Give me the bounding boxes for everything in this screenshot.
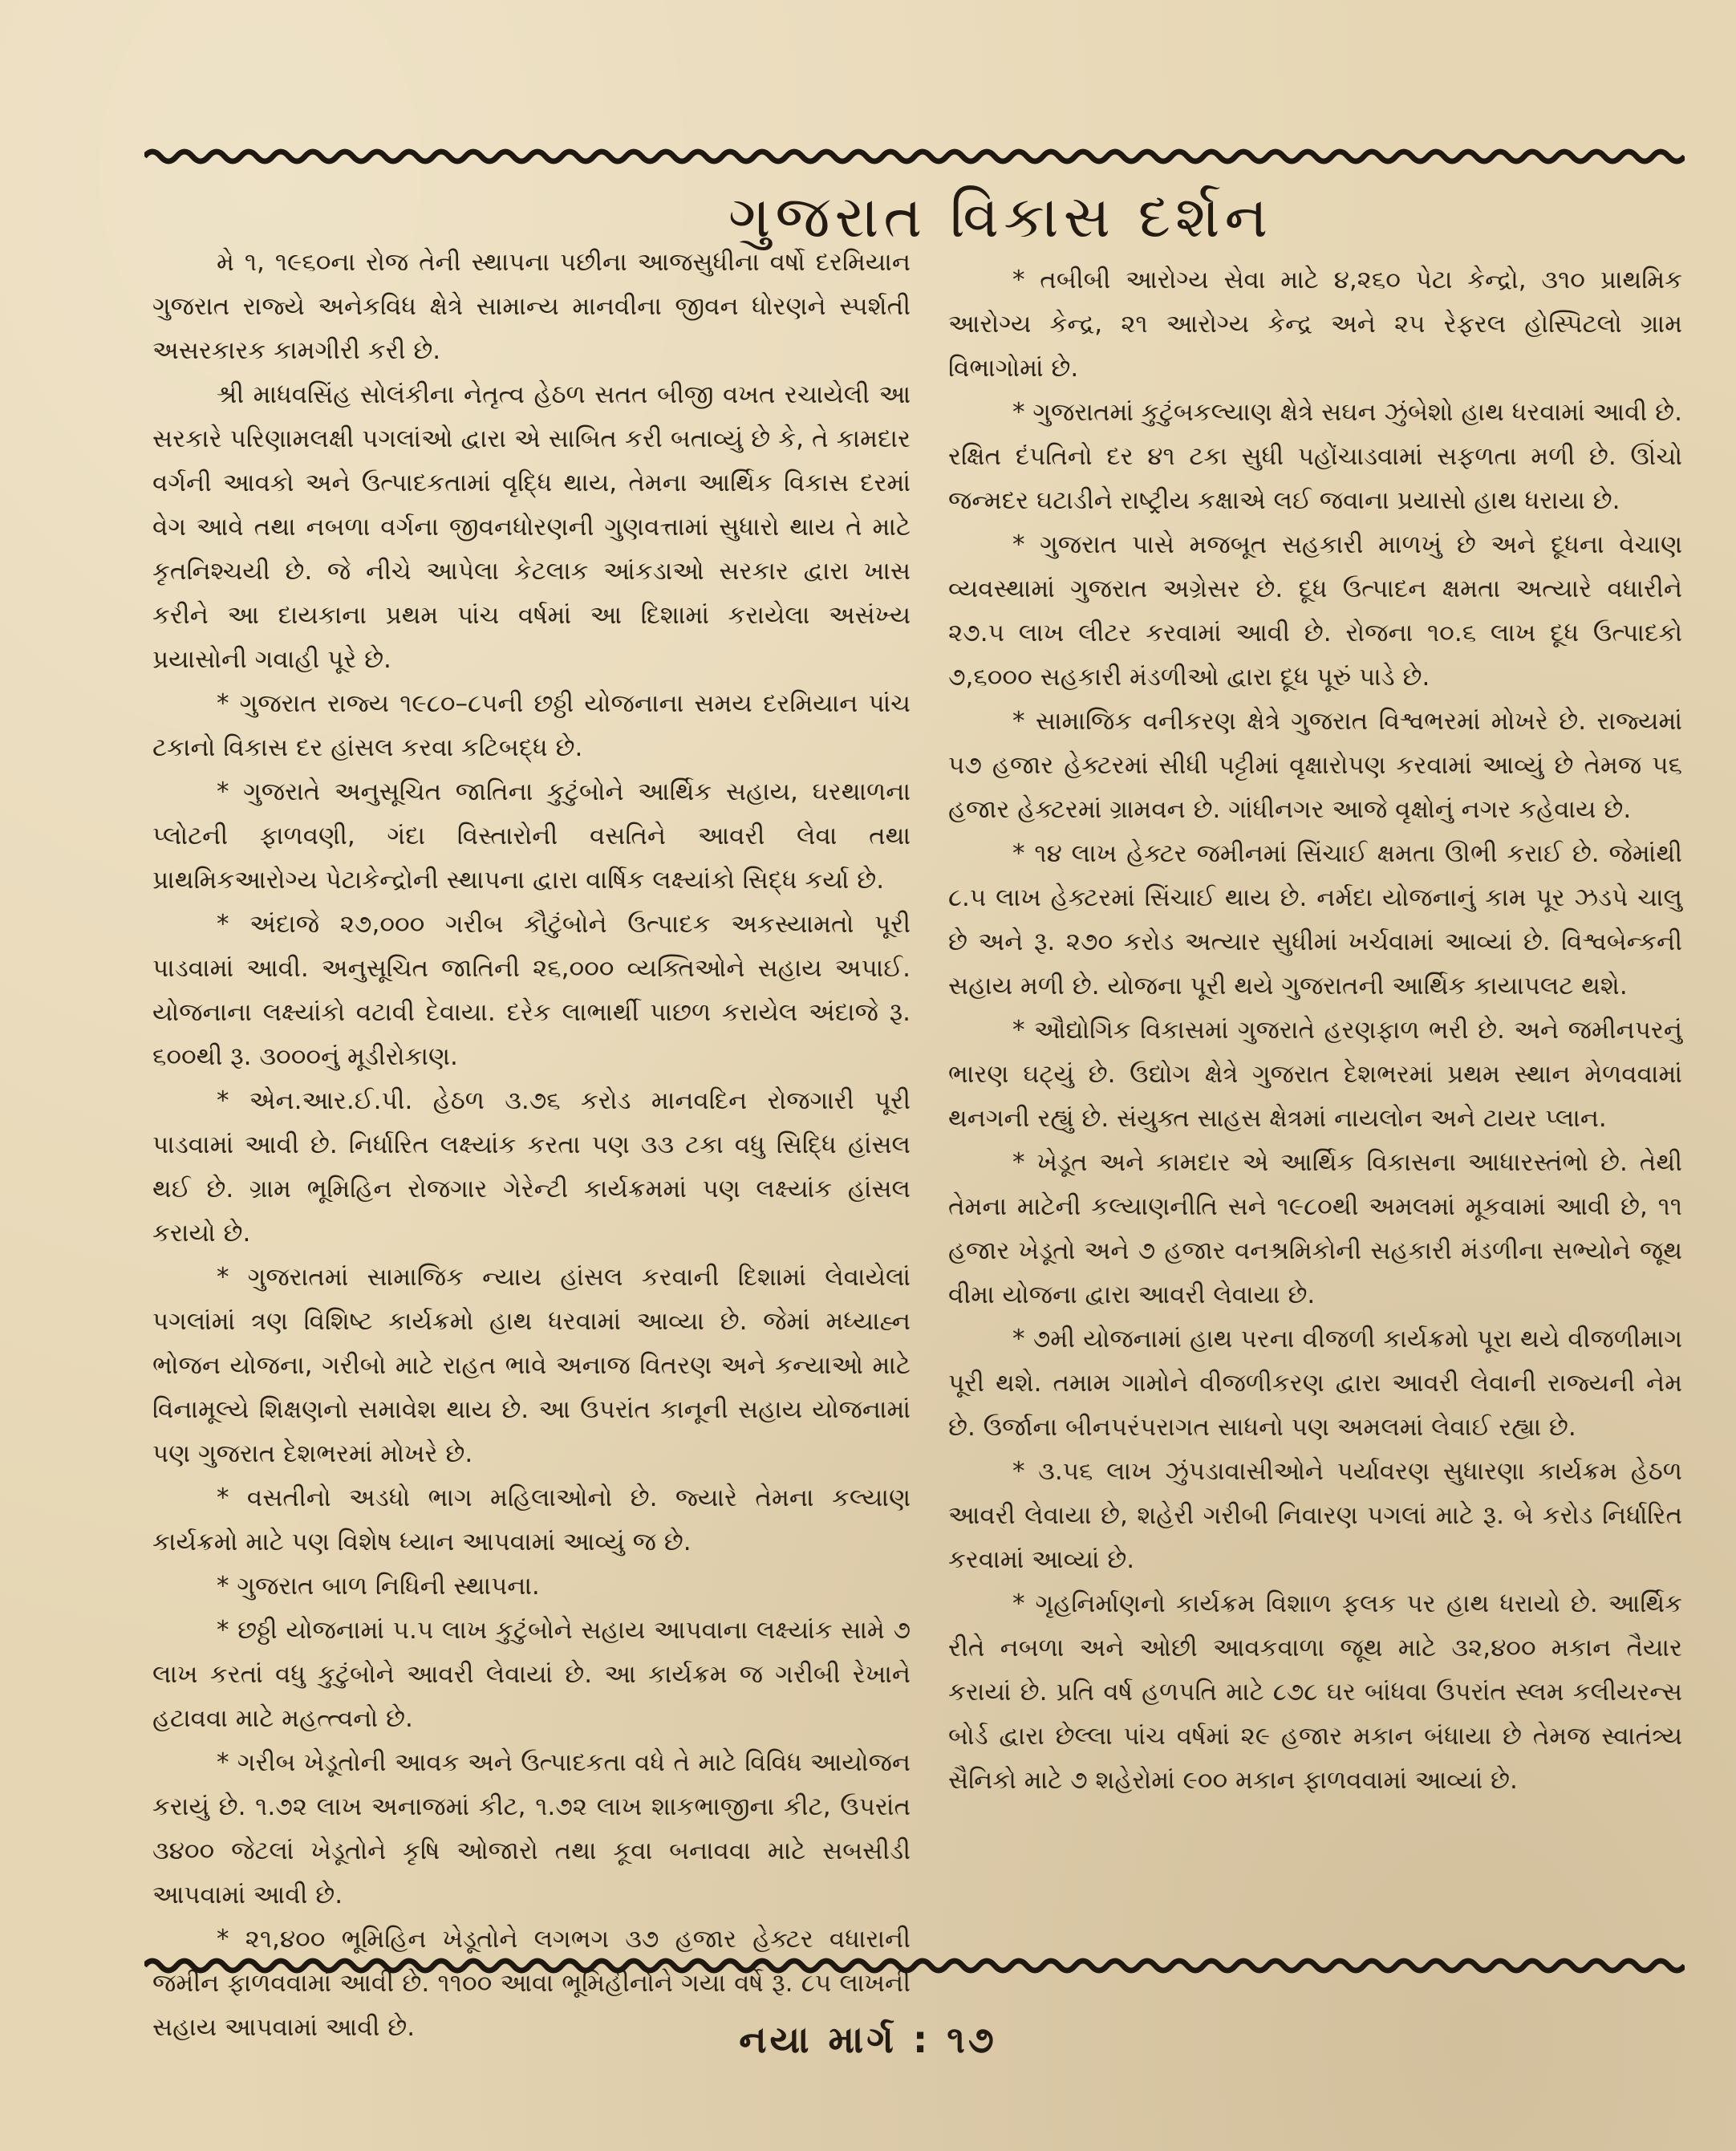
paragraph: * ૩.૫૬ લાખ ઝુંપડાવાસીઓને પર્યાવરણ સુધારણા કાર્યક્રમ હેઠળ આવરી લેવાયા છે, શહેરી ગરીબી નિવારણ પગલાં માટે રૂ. બે કરોડ નિર્ધારિત કરવામાં આવ્યાં છે. xyxy=(948,1457,1682,1574)
paragraph: * ગૃહનિર્માણનો કાર્યક્રમ વિશાળ ફલક પર હાથ ધરાયો છે. આર્થિક રીતે નબળા અને ઓછી આવકવાળા જૂથ માટે ૩૨,૪૦૦ મકાન તૈયાર કરાયાં છે. પ્રતિ વર્ષ હળપતિ માટે ૮૭૮ ઘર બાંધવા ઉપરાંત સ્લમ કલીયરન્સ બોર્ડ દ્વારા છેલ્લા પાંચ વર્ષમાં ૨૯ હજાર મકાન બંધાયા છે તેમજ સ્વાતંત્ર્ય સૈનિકો માટે ૭ શહેરોમાં ૯૦૦ મકાન ફાળવવામાં આવ્યાં છે. xyxy=(948,1589,1682,1795)
top-wavy-rule xyxy=(144,140,1685,172)
paragraph: * ગુજરાતમાં કુટુંબકલ્યાણ ક્ષેત્રે સઘન ઝુંબેશો હાથ ધરવામાં આવી છે. રક્ષિત દંપતિનો દર ૪૧ ટકા સુધી પહોંચાડવામાં સફળતા મળી છે. ઊંચો જન્મદર ઘટાડીને રાષ્ટ્રીય કક્ષાએ લઈ જવાના પ્રયાસો હાથ ધરાયા છે. xyxy=(948,398,1682,515)
bottom-wavy-rule xyxy=(144,1950,1685,1982)
paragraph: શ્રી માધવસિંહ સોલંકીના નેતૃત્વ હેઠળ સતત બીજી વખત રચાયેલી આ સરકારે પરિણામલક્ષી પગલાંઓ દ્વારા એ સાબિત કરી બતાવ્યું છે કે, તે કામદાર વર્ગની આવકો અને ઉત્પાદકતામાં વૃદ્ધિ થાય, તેમના આર્થિક વિકાસ દરમાં વેગ આવે તથા નબળા વર્ગના જીવનધોરણની ગુણવત્તામાં સુધારો થાય તે માટે કૃતનિશ્ચયી છે. જે નીચે આપેલા કેટલાક આંકડાઓ સરકાર દ્વારા ખાસ કરીને આ દાયકાના પ્રથમ પાંચ વર્ષમાં આ દિશામાં કરાયેલા અસંખ્ય પ્રયાસોની ગવાહી પૂરે છે. xyxy=(152,380,911,674)
paragraph: * ગુજરાત પાસે મજબૂત સહકારી માળખું છે અને દૂધના વેચાણ વ્યવસ્થામાં ગુજરાત અગ્રેસર છે. દૂધ ઉત્પાદન ક્ષમતા અત્યારે વધારીને ૨૭.૫ લાખ લીટર કરવામાં આવી છે. રોજના ૧૦.૬ લાખ દૂધ ઉત્પાદકો ૭,૬૦૦૦ સહકારી મંડળીઓ દ્વારા દૂધ પૂરું પાડે છે. xyxy=(948,530,1682,692)
page-title: ગુજરાત વિકાસ દર્શન xyxy=(728,183,1273,250)
paragraph: * ૧૪ લાખ હેક્ટર જમીનમાં સિંચાઈ ક્ષમતા ઊભી કરાઈ છે. જેમાંથી ૮.૫ લાખ હેક્ટરમાં સિંચાઈ થાય છે. નર્મદા યોજનાનું કામ પૂર ઝડપે ચાલુ છે અને રૂ. ૨૭૦ કરોડ અત્યાર સુધીમાં ખર્ચવામાં આવ્યાં છે. વિશ્વબેન્કની સહાય મળી છે. યોજના પૂરી થયે ગુજરાતની આર્થિક કાયાપલટ થશે. xyxy=(948,839,1682,1000)
paragraph: * વસતીનો અડધો ભાગ મહિલાઓનો છે. જ્યારે તેમના કલ્યાણ કાર્યક્રમો માટે પણ વિશેષ ધ્યાન આપવામાં આવ્યું જ છે. xyxy=(152,1483,911,1556)
paragraph: * ખેડૂત અને કામદાર એ આર્થિક વિકાસના આધારસ્તંભો છે. તેથી તેમના માટેની કલ્યાણનીતિ સને ૧૯૮૦થી અમલમાં મૂકવામાં આવી છે, ૧૧ હજાર ખેડૂતો અને ૭ હજાર વનશ્રમિકોની સહકારી મંડળીના સભ્યોને જૂથ વીમા યોજના દ્વારા આવરી લેવાયા છે. xyxy=(948,1148,1682,1309)
paragraph: * અંદાજે ૨૭,૦૦૦ ગરીબ કૌટુંબોને ઉત્પાદક અકસ્યામતો પૂરી પાડવામાં આવી. અનુસૂચિત જાતિની ૨૬,૦૦૦ વ્યક્તિઓને સહાય અપાઈ. યોજનાના લક્ષ્યાંકો વટાવી દેવાયા. દરેક લાભાર્થી પાછળ કરાયેલ અંદાજે રૂ. ૬૦૦થી રૂ. ૩૦૦૦નું મૂડીરોકાણ. xyxy=(152,910,911,1071)
page-footer: નયા માર્ગ : ૧૭ xyxy=(739,2018,997,2061)
paragraph: * એન.આર.ઈ.પી. હેઠળ ૩.૭૬ કરોડ માનવદિન રોજગારી પૂરી પાડવામાં આવી છે. નિર્ધારિત લક્ષ્યાંક કરતા પણ ૩૩ ટકા વધુ સિદ્ધિ હાંસલ થઈ છે. ગ્રામ ભૂમિહિન રોજગાર ગેરેન્ટી કાર્યક્રમમાં પણ લક્ષ્યાંક હાંસલ કરાયો છે. xyxy=(152,1086,911,1248)
paragraph: * તબીબી આરોગ્ય સેવા માટે ૪,૨૬૦ પેટા કેન્દ્રો, ૩૧૦ પ્રાથમિક આરોગ્ય કેન્દ્ર, ૨૧ આરોગ્ય કેન્દ્ર અને ૨૫ રેફરલ હોસ્પિટલો ગ્રામ વિભાગોમાં છે. xyxy=(948,266,1682,383)
paragraph: * ગુજરાત બાળ નિધિની સ્થાપના. xyxy=(217,1572,540,1601)
paragraph: * ગરીબ ખેડૂતોની આવક અને ઉત્પાદકતા વધે તે માટે વિવિધ આયોજન કરાયું છે. ૧.૭૨ લાખ અનાજમાં કીટ, ૧.૭૨ લાખ શાકભાજીના કીટ, ઉપરાંત ૩૪૦૦ જેટલાં ખેડૂતોને કૃષિ ઓજારો તથા કૂવા બનાવવા માટે સબસીડી આપવામાં આવી છે. xyxy=(152,1748,911,1910)
left-article-column xyxy=(152,241,911,2050)
paragraph: * ગુજરાત રાજ્ય ૧૯૮૦–૮૫ની છઠ્ઠી યોજનાના સમય દરમિયાન પાંચ ટકાનો વિકાસ દર હાંસલ કરવા કટિબદ્ધ છે. xyxy=(152,689,911,762)
paragraph: * સામાજિક વનીકરણ ક્ષેત્રે ગુજરાત વિશ્વભરમાં મોખરે છે. રાજ્યમાં ૫૭ હજાર હેક્ટરમાં સીધી પટ્ટીમાં વૃક્ષારોપણ કરવામાં આવ્યું છે તેમજ ૫૬ હજાર હેક્ટરમાં ગ્રામવન છે. ગાંધીનગર આજે વૃક્ષોનું નગર કહેવાય છે. xyxy=(948,707,1682,824)
paragraph: * ૨૧,૪૦૦ ભૂમિહિન ખેડૂતોને લગભગ ૩૭ હજાર હેક્ટર વધારાની જમીન ફાળવવામાં આવી છે. ૧૧૦૦ આવા ભૂમિહીનોને ગયા વર્ષે રૂ. ૮૫ લાખની સહાય આપવામાં આવી છે. xyxy=(152,1925,911,2042)
paragraph: મે ૧, ૧૯૬૦ના રોજ તેની સ્થાપના પછીના આજસુધીના વર્ષો દરમિયાન ગુજરાત રાજ્યે અનેકવિધ ક્ષેત્રે સામાન્ય માનવીના જીવન ધોરણને સ્પર્શતી અસરકારક કામગીરી કરી છે. xyxy=(152,248,911,365)
right-article-column xyxy=(948,258,1682,1803)
paragraph: * છઠ્ઠી યોજનામાં ૫.૫ લાખ કુટુંબોને સહાય આપવાના લક્ષ્યાંક સામે ૭ લાખ કરતાં વધુ કુટુંબોને આવરી લેવાયાં છે. આ કાર્યક્રમ જ ગરીબી રેખાને હટાવવા માટે મહત્ત્વનો છે. xyxy=(152,1616,911,1733)
paragraph: * ઔદ્યોગિક વિકાસમાં ગુજરાતે હરણફાળ ભરી છે. અને જમીનપરનું ભારણ ઘટ્યું છે. ઉદ્યોગ ક્ષેત્રે ગુજરાત દેશભરમાં પ્રથમ સ્થાન મેળવવામાં થનગની રહ્યું છે. સંયુક્ત સાહસ ક્ષેત્રમાં નાયલોન અને ટાયર પ્લાન. xyxy=(948,1016,1682,1133)
paragraph: * ગુજરાતે અનુસૂચિત જાતિના કુટુંબોને આર્થિક સહાય, ઘરથાળના પ્લોટની ફાળવણી, ગંદા વિસ્તારોની વસતિને આવરી લેવા તથા પ્રાથમિકઆરોગ્ય પેટાકેન્દ્રોની સ્થાપના દ્વારા વાર્ષિક લક્ષ્યાંકો સિદ્ધ કર્યા છે. xyxy=(152,777,911,895)
paragraph: * ૭મી યોજનામાં હાથ પરના વીજળી કાર્યક્રમો પૂરા થયે વીજળીમાગ પૂરી થશે. તમામ ગામોને વીજળીકરણ દ્વારા આવરી લેવાની રાજ્યની નેમ છે. ઉર્જાના બીનપરંપરાગત સાધનો પણ અમલમાં લેવાઈ રહ્યા છે. xyxy=(948,1325,1682,1442)
paragraph: * ગુજરાતમાં સામાજિક ન્યાય હાંસલ કરવાની દિશામાં લેવાયેલાં પગલાંમાં ત્રણ વિશિષ્ટ કાર્યક્રમો હાથ ધરવામાં આવ્યા છે. જેમાં મધ્યાહ્ન ભોજન યોજના, ગરીબો માટે રાહત ભાવે અનાજ વિતરણ અને કન્યાઓ માટે વિનામૂલ્યે શિક્ષણનો સમાવેશ થાય છે. આ ઉપરાંત કાનૂની સહાય યોજનામાં પણ ગુજરાત દેશભરમાં મોખરે છે. xyxy=(152,1263,911,1468)
